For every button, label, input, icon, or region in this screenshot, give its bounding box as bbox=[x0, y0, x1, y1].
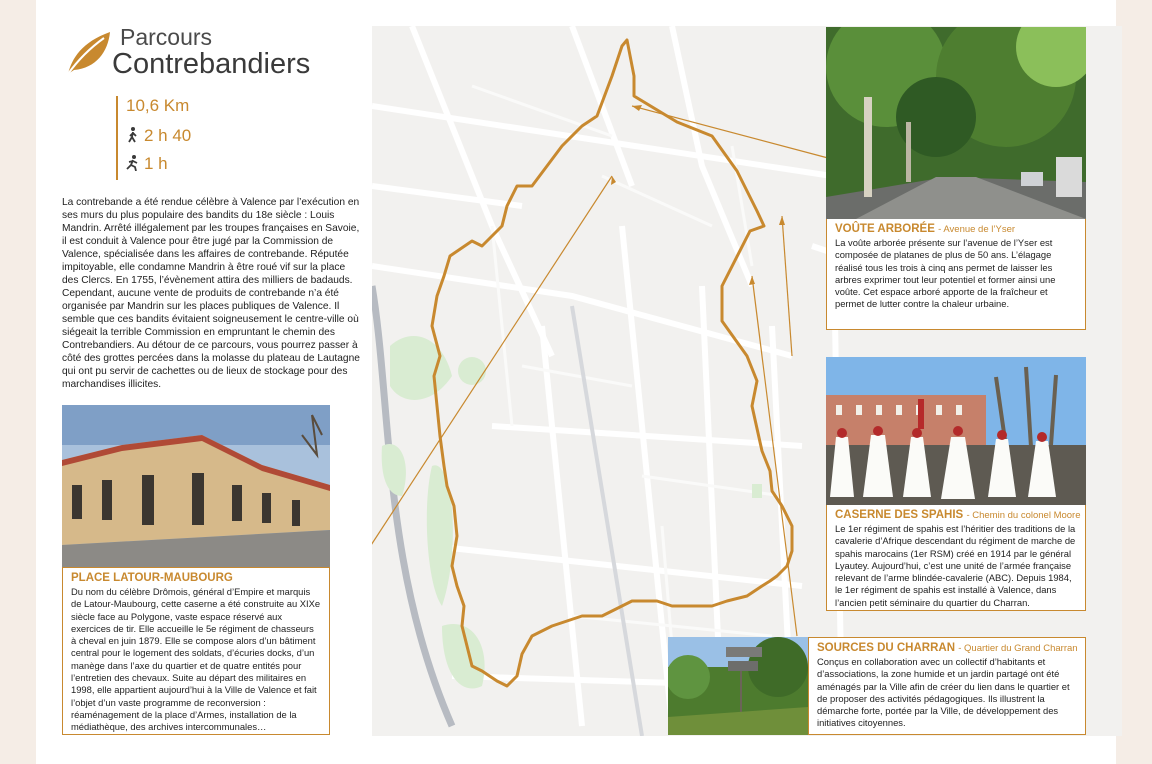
title-line-1: Parcours bbox=[120, 24, 213, 50]
walk-stat bbox=[126, 126, 191, 146]
card-subtitle: - Quartier du Grand Charran bbox=[958, 643, 1078, 654]
walker-icon bbox=[126, 127, 140, 143]
card-text: Le 1er régiment de spahis est l’héritier des traditions de la cavalerie d’Afrique descendant du régiment de marche de spahis marocains (1er RSM) créé en 1914 par le général Lyautey. Aujourd’hui, c’est une unité de l’armée française relevant de l’arme blindée-cavalerie (ABC). Depuis 1984, le 1er régiment de spahis est installé à Valence, dans l’ancien petit séminaire du quartier du Charran. bbox=[835, 523, 1076, 608]
sources-charran-photo bbox=[668, 637, 808, 735]
card-text: Du nom du célèbre Drômois, général d’Empire et marquis de Latour-Maubourg, cette caserne a été construite au XIXe siècle face au Polygone, vaste espace réservé aux exercices de tir. Elle accueille le 5e régiment de chasseurs à cheval en juin 1879. Elle se compose alors d’un bâtiment central pour le logement des soldats, d’écuries docks, d’un manège dans l’axe du quartier et de quatre entités pour l’entretien des chevaux. Suite au départ des militaires en 1998, elle appartient aujourd’hui à la Ville de Valence et fait l’objet d’un vaste programme de reconversion : réaménagement de la place d’Armes, installation de la médiathèque, des archives intercommunales… bbox=[71, 586, 321, 733]
intro-text: La contrebande a été rendue célèbre à Valence par l’exécution en ses murs du plus populaire des bandits du 18e siècle : Louis Mandrin. Arrêté illégalement par les troupes françaises en Savoie, il est conduit à Valence pour être jugé par la Commission de Valence, spécialisée dans les affaires de contrebande. Réputée impitoyable, elle condamne Mandrin à être roué vif sur la place des Clercs. En 1755, l’évènement attira des milliers de badauds. Cependant, aucune vente de produits de contrebande n’a été organisée par Mandrin sur les places publiques de Valence. Il semble que ces bandits évitaient soigneusement le centre-ville où siégeait la terrible Commission en empruntant le chemin des Contrebandiers. Au détour de ce parcours, vous pourrez passer à côté des grottes percées dans la molasse du plateau de Lautagne qui ont pu servir de cachettes ou de lieux de stockage pour des marchandises illicites. bbox=[62, 197, 360, 390]
caserne-spahis-photo bbox=[826, 357, 1086, 505]
run-time-value: 1 h bbox=[144, 154, 168, 173]
walk-time-value: 2 h 40 bbox=[144, 126, 192, 145]
card-title: CASERNE DES SPAHIS bbox=[835, 509, 964, 521]
distance-value: 10,6 Km bbox=[126, 96, 190, 115]
runner-icon bbox=[126, 155, 140, 171]
latour-maubourg-photo bbox=[62, 405, 330, 567]
distance-stat bbox=[126, 96, 189, 116]
card-subtitle: - Avenue de l’Yser bbox=[938, 224, 1016, 235]
card-title: PLACE LATOUR-MAUBOURG bbox=[71, 572, 233, 584]
voute-arboree-photo bbox=[826, 27, 1086, 219]
card-subtitle: - Chemin du colonel Moore bbox=[966, 510, 1081, 521]
card-latour-maubourg bbox=[62, 567, 330, 735]
card-sources-charran bbox=[808, 637, 1086, 735]
route-stats bbox=[116, 96, 238, 180]
card-text: La voûte arborée présente sur l’avenue de l’Yser est composée de platanes de plus de 50 ans. L’élagage réalisé tous les trois à cinq ans permet de laisser les arbres exprimer tout leur potentiel et former ainsi une voûte. Cet espace arboré apporte de la fraîcheur et permet de lutter contre la chaleur urbaine. bbox=[835, 237, 1056, 310]
card-voute-arboree bbox=[826, 219, 1086, 330]
card-title: SOURCES DU CHARRAN bbox=[817, 642, 956, 654]
page-title: Contrebandiers bbox=[112, 48, 311, 80]
card-caserne-spahis bbox=[826, 505, 1086, 611]
leaf-logo-icon bbox=[64, 28, 114, 76]
card-title: VOÛTE ARBORÉE bbox=[835, 223, 935, 235]
card-text: Conçus en collaboration avec un collectif d’habitants et d’associations, la zone humide et un jardin partagé ont été aménagés par la Ville afin de créer du lien dans le quartier et de proposer des activités pédagogiques. Ils illustrent la démarche forte, portée par la Ville, de développement des initiatives citoyennes. bbox=[817, 656, 1070, 729]
run-stat bbox=[126, 154, 168, 174]
